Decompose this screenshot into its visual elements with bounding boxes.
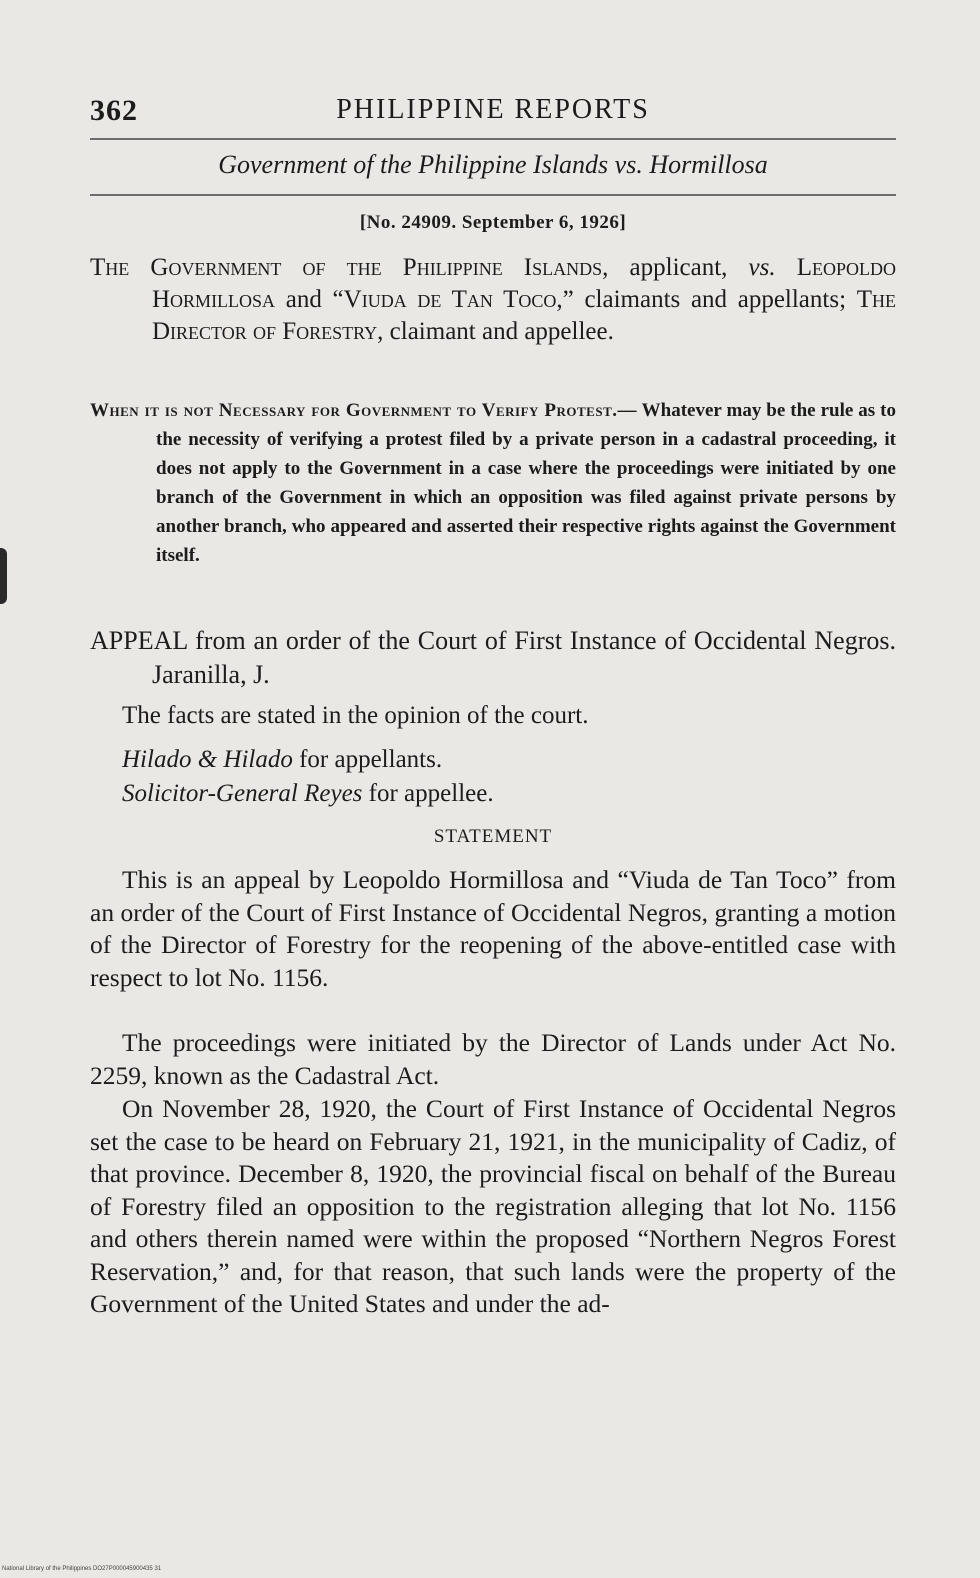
parties-block [90,252,896,348]
party-hormillosa: Leopoldo Hormillosa [152,254,897,313]
parties-text: , claimant and appellee. [377,318,614,345]
header-rule-top [90,138,896,140]
counsel-role: for appellee. [362,780,494,807]
counsel-appellee [122,780,494,808]
docket-line: [No. 24909. September 6, 1926] [359,212,627,233]
parties-text: ,” claimants and appellants; [556,286,857,313]
parties-text: , applicant, [602,254,749,281]
statement-paragraph: This is an appeal by Leopoldo Hormillosa and “Viuda de Tan Toco” from an order of the Court of First Instance of Occidental Negros, granting a motion of the Director of Forestry for the reopening of the above-entitled case with respect to lot No. 1156. [90,865,896,992]
party-government: The Government of the Philippine Islands [90,254,603,281]
counsel-name: Solicitor-General Reyes [122,780,363,807]
counsel-appellants [122,746,442,774]
statement-paragraph: On November 28, 1920, the Court of First Instance of Occidental Negros set the case to be heard on February 21, 1921, in the municipality of Cadiz, of that province. December 8, 1920, the provincial fiscal on behalf of the Bureau of Forestry filed an opposition to the registration alleging that lot No. 1156 and others therein named were within the proposed “Northern Negros Forest Reservation,” and, for that reason, that such lands were the property of the Government of the United States and under the ad- [90,1094,896,1318]
counsel-name: Hilado & Hilado [122,746,293,773]
appeal-line: APPEAL from an order of the Court of First Instance of Occidental Negros. Jaranilla, J. [90,626,896,689]
counsel-role: for appellants. [292,746,443,773]
page-header [90,94,896,134]
parties-text [776,254,797,281]
case-caption: Government of the Philippine Islands vs. Hormillosa [218,150,768,179]
facts-line: The facts are stated in the opinion of the court. [122,702,589,729]
syllabus-heading: When it is not Necessary for Government to Verify Protest.— [90,400,637,421]
syllabus [90,396,896,570]
parties-text: and “ [275,286,344,313]
statement-paragraph: The proceedings were initiated by the Director of Lands under Act No. 2259, known as the Cadastral Act. [90,1028,896,1090]
page-number: 362 [90,94,138,127]
running-title: PHILIPPINE REPORTS [336,94,650,125]
binding-shadow [0,548,7,604]
versus: vs. [748,254,776,281]
syllabus-body: Whatever may be the rule as to the necessity of verifying a protest filed by a private person in a cadastral proceeding, it does not apply to the Government in a case where the proceedings were initiated by one branch of the Government in which an opposition was filed against private persons by another branch, who appeared and asserted their respective rights against the Government itself. [156,400,897,566]
statement-heading: STATEMENT [433,826,553,847]
party-director: The Director of Forestry [152,286,896,345]
source-watermark: National Library of the Philippines DO27P000045900435 31 [2,1566,162,1572]
party-viuda: Viuda de Tan Toco [343,286,557,313]
header-rule-bottom [90,194,896,196]
